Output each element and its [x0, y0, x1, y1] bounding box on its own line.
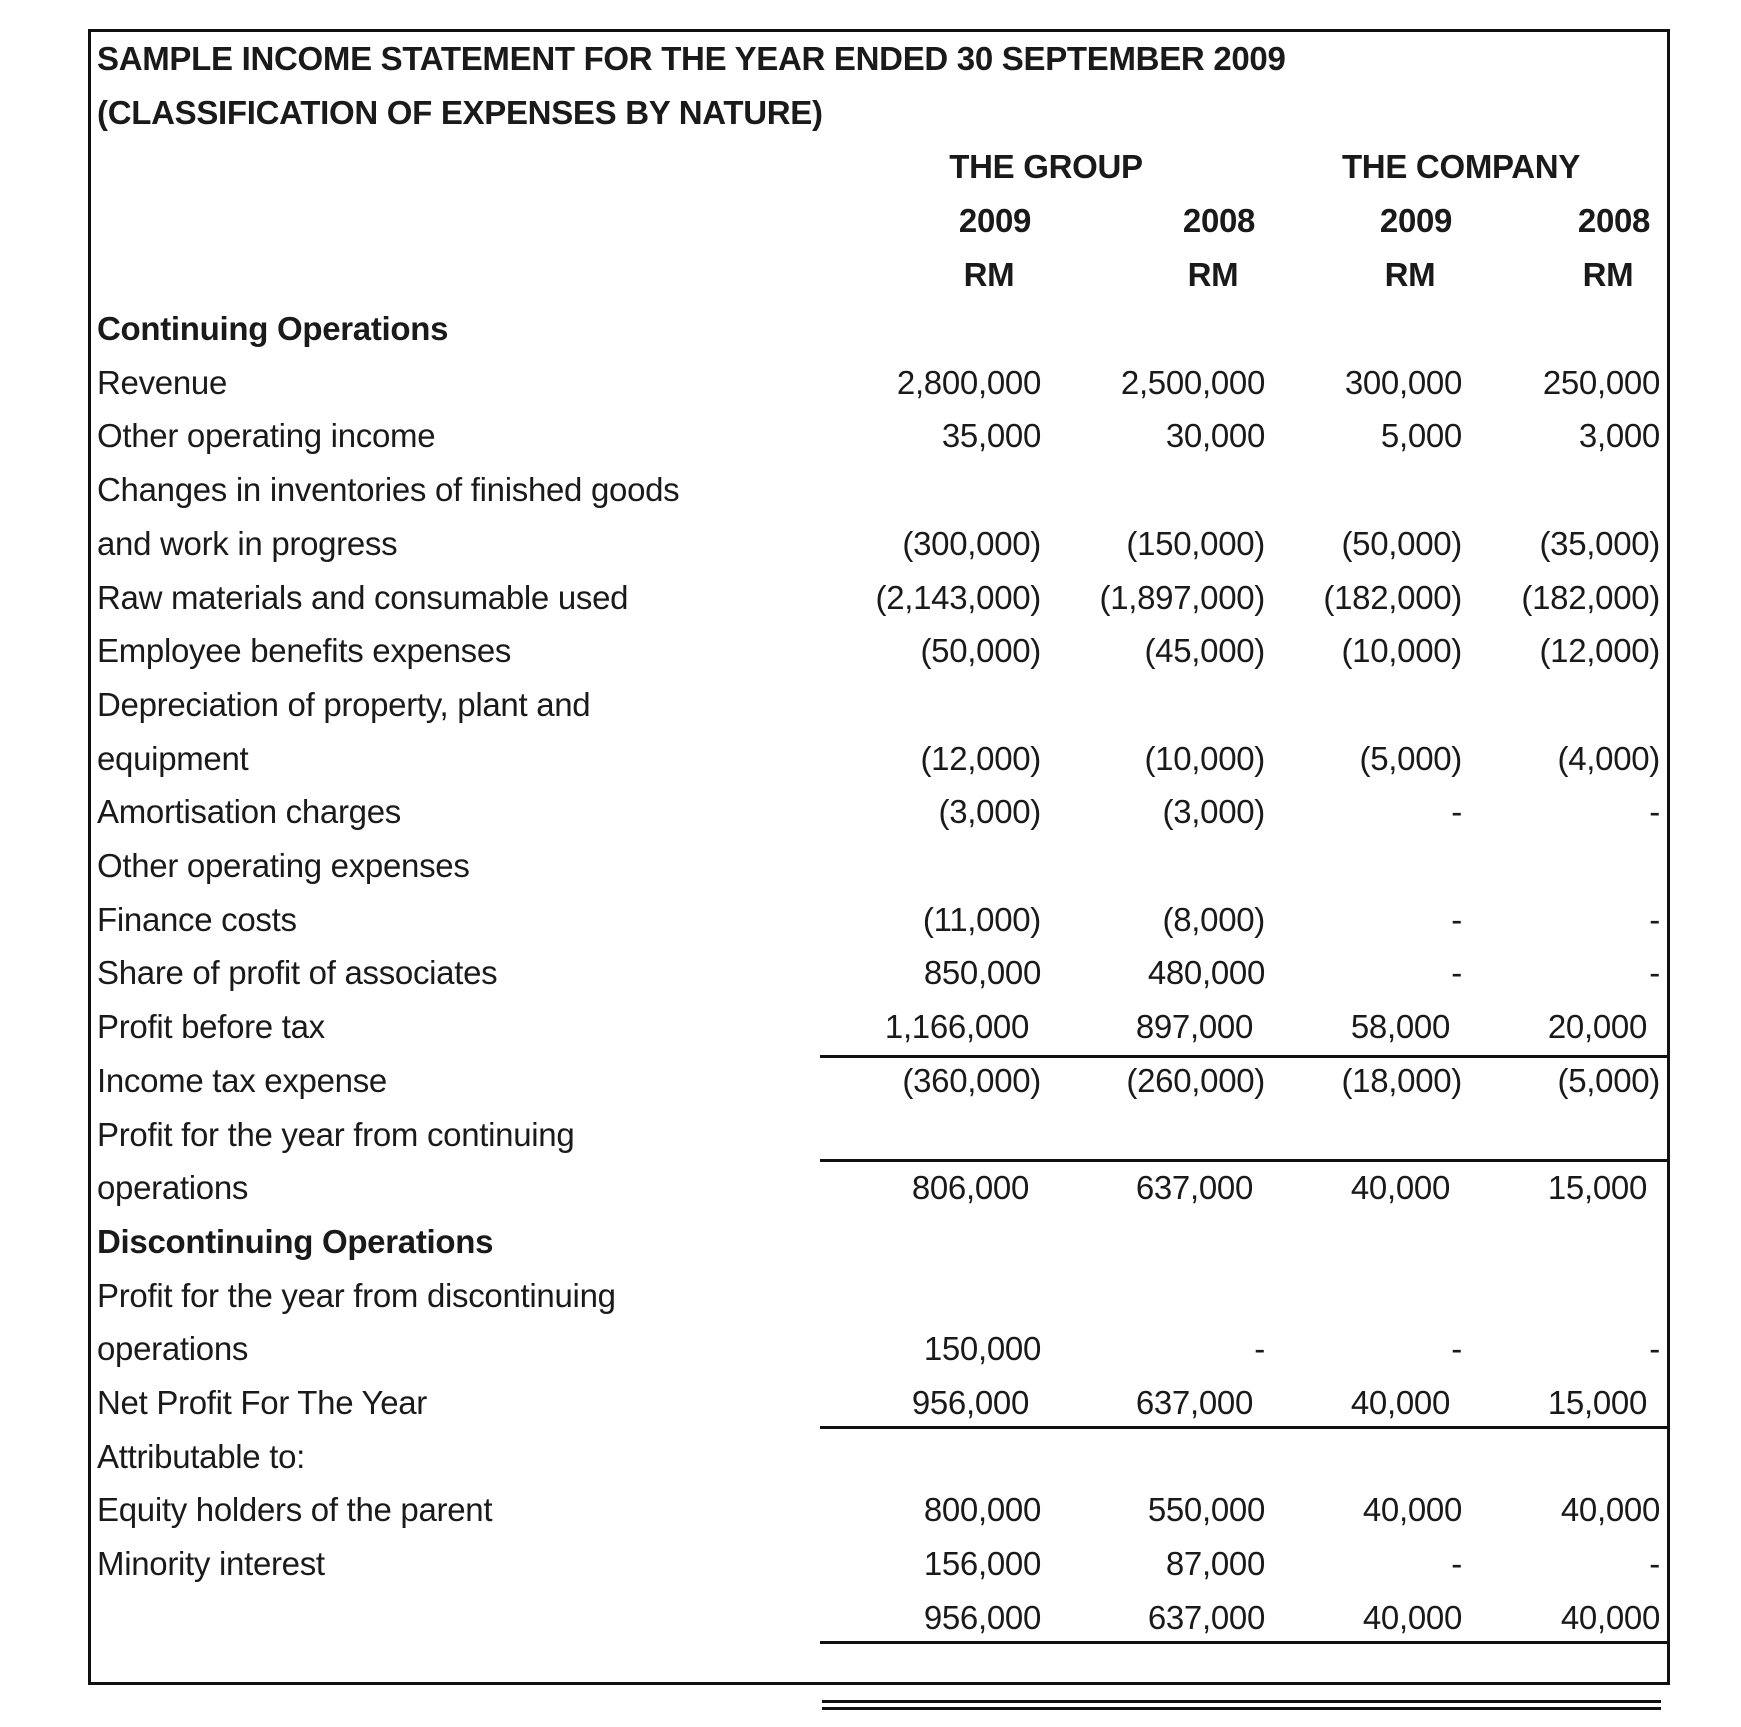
table-row: [91, 1215, 1667, 1269]
header-group-2009: 2009: [958, 202, 1032, 239]
value-company-2009: 40,000: [1350, 1169, 1450, 1207]
row-label: Other operating expenses: [97, 847, 470, 884]
value-company-2009: (50,000): [1341, 524, 1462, 562]
value-group-2008: (8,000): [1162, 900, 1265, 938]
row-label: equipment: [97, 739, 249, 777]
value-group-2008: 637,000: [1147, 1598, 1265, 1636]
value-group-2008: (1,897,000): [1099, 578, 1265, 616]
value-company-2009: -: [1451, 1330, 1462, 1368]
table-row: [91, 1537, 1667, 1591]
table-row: [91, 1269, 1667, 1323]
row-label: operations: [97, 1169, 249, 1207]
title-row-2: [91, 86, 1667, 140]
row-label: Share of profit of associates: [97, 954, 498, 992]
value-group-2009: 956,000: [923, 1598, 1041, 1636]
value-company-2008: 20,000: [1547, 1008, 1647, 1046]
table-row: [91, 571, 1667, 625]
value-group-2008: 637,000: [1135, 1384, 1253, 1421]
value-group-2009: 806,000: [911, 1169, 1029, 1207]
value-company-2008: (35,000): [1539, 524, 1660, 562]
value-group-2009: 850,000: [923, 954, 1041, 992]
value-group-2008: (3,000): [1162, 793, 1265, 831]
table-row: [91, 1430, 1667, 1484]
value-group-2008: (45,000): [1144, 632, 1265, 670]
value-company-2009: -: [1451, 793, 1462, 831]
value-group-2009: 1,166,000: [884, 1008, 1029, 1046]
subtotal-rule-3: [820, 1426, 1667, 1429]
value-company-2009: 40,000: [1350, 1384, 1450, 1421]
title-row-1: [91, 32, 1667, 86]
table-row: [91, 517, 1667, 571]
row-label: Revenue: [97, 363, 227, 401]
table-row: [91, 409, 1667, 463]
table-row: [91, 463, 1667, 517]
value-group-2008: -: [1254, 1330, 1265, 1368]
table-row: [91, 1591, 1667, 1645]
value-company-2008: (12,000): [1539, 632, 1660, 670]
value-company-2008: -: [1649, 1545, 1660, 1583]
table-row: [91, 785, 1667, 839]
row-label: Raw materials and consumable used: [97, 578, 629, 616]
table-row: [91, 1000, 1667, 1054]
row-label: Employee benefits expenses: [97, 632, 512, 670]
header-group-2008: 2008: [1182, 202, 1256, 239]
header-company-2009: 2009: [1379, 202, 1453, 239]
currency-group-2008: RM: [1187, 256, 1239, 293]
currency-header-row: [91, 248, 1667, 302]
subtotal-rule-2: [820, 1159, 1667, 1162]
value-company-2009: (18,000): [1341, 1061, 1462, 1099]
value-company-2008: 3,000: [1578, 417, 1660, 455]
currency-company-2008: RM: [1582, 256, 1634, 293]
row-label: Changes in inventories of finished goods: [97, 471, 680, 509]
value-group-2009: (12,000): [920, 739, 1041, 777]
value-group-2008: 30,000: [1165, 417, 1265, 455]
value-group-2008: 550,000: [1147, 1491, 1265, 1529]
value-company-2009: -: [1451, 900, 1462, 938]
value-company-2009: 58,000: [1350, 1008, 1450, 1046]
value-company-2008: 250,000: [1542, 363, 1660, 401]
value-company-2009: 300,000: [1344, 363, 1462, 401]
value-company-2009: (5,000): [1359, 739, 1462, 777]
value-company-2008: 40,000: [1560, 1491, 1660, 1529]
value-group-2009: (300,000): [902, 524, 1041, 562]
value-group-2008: (260,000): [1126, 1061, 1265, 1099]
value-group-2009: (360,000): [902, 1061, 1041, 1099]
subtotal-rule-1: [820, 1055, 1667, 1058]
table-row: [91, 839, 1667, 893]
table-row: [91, 1054, 1667, 1108]
value-company-2009: 40,000: [1362, 1598, 1462, 1636]
row-label: Profit for the year from continuing: [97, 1115, 575, 1153]
row-label: Amortisation charges: [97, 793, 401, 831]
row-label: Income tax expense: [97, 1061, 387, 1099]
statement-title: SAMPLE INCOME STATEMENT FOR THE YEAR ENDED 30 SEPTEMBER 2009: [97, 40, 1286, 77]
value-company-2009: (182,000): [1323, 578, 1462, 616]
value-group-2008: (150,000): [1126, 524, 1265, 562]
row-label: Net Profit For The Year: [97, 1384, 427, 1421]
row-label: Continuing Operations: [97, 310, 449, 347]
value-group-2008: 480,000: [1147, 954, 1265, 992]
currency-company-2009: RM: [1384, 256, 1436, 293]
value-company-2009: -: [1451, 954, 1462, 992]
row-label: Profit for the year from discontinuing: [97, 1276, 616, 1314]
row-label: Equity holders of the parent: [97, 1491, 493, 1529]
value-group-2009: (2,143,000): [875, 578, 1041, 616]
value-company-2008: 15,000: [1547, 1169, 1647, 1207]
row-label: Attributable to:: [97, 1437, 305, 1475]
value-company-2008: -: [1649, 793, 1660, 831]
value-group-2009: (50,000): [920, 632, 1041, 670]
value-group-2008: 637,000: [1135, 1169, 1253, 1207]
group-header-row: [91, 140, 1667, 194]
row-label: Other operating income: [97, 417, 436, 455]
income-statement-table: [88, 29, 1670, 1685]
value-company-2008: (4,000): [1557, 739, 1660, 777]
value-company-2008: -: [1649, 954, 1660, 992]
row-label: Discontinuing Operations: [97, 1222, 494, 1260]
table-row: [91, 678, 1667, 732]
table-row: [91, 1376, 1667, 1430]
value-company-2009: 5,000: [1380, 417, 1462, 455]
value-company-2008: 15,000: [1547, 1384, 1647, 1421]
row-label: and work in progress: [97, 524, 398, 562]
value-group-2008: 897,000: [1135, 1008, 1253, 1046]
table-row: [91, 946, 1667, 1000]
value-company-2008: -: [1649, 1330, 1660, 1368]
table-row: [91, 624, 1667, 678]
table-row: [91, 1161, 1667, 1215]
value-company-2009: (10,000): [1341, 632, 1462, 670]
value-group-2009: (11,000): [922, 900, 1041, 938]
value-group-2009: 150,000: [923, 1330, 1041, 1368]
table-row: [91, 1108, 1667, 1162]
value-group-2009: 956,000: [911, 1384, 1029, 1421]
table-row: [91, 732, 1667, 786]
value-group-2009: 156,000: [923, 1545, 1041, 1583]
value-group-2009: 2,800,000: [896, 363, 1041, 401]
value-group-2008: 2,500,000: [1120, 363, 1265, 401]
table-row: [91, 356, 1667, 410]
header-the-company: THE COMPANY: [1341, 148, 1581, 185]
row-label: operations: [97, 1330, 249, 1368]
subtotal-rule-4: [820, 1641, 1667, 1644]
value-group-2009: 35,000: [941, 417, 1041, 455]
table-row: [91, 302, 1667, 356]
table-row: [91, 1483, 1667, 1537]
value-group-2009: 800,000: [923, 1491, 1041, 1529]
table-row: [91, 1322, 1667, 1376]
year-header-row: [91, 194, 1667, 248]
row-label: Profit before tax: [97, 1008, 325, 1046]
table-row: [91, 893, 1667, 947]
value-group-2008: 87,000: [1165, 1545, 1265, 1583]
value-company-2008: (5,000): [1557, 1061, 1660, 1099]
header-the-group: THE GROUP: [949, 148, 1143, 185]
currency-group-2009: RM: [963, 256, 1015, 293]
value-company-2008: (182,000): [1521, 578, 1660, 616]
value-company-2009: -: [1451, 1545, 1462, 1583]
statement-subtitle: (CLASSIFICATION OF EXPENSES BY NATURE): [97, 94, 823, 131]
grand-total-double-rule: [822, 1700, 1661, 1710]
value-company-2008: 40,000: [1560, 1598, 1660, 1636]
value-group-2008: (10,000): [1144, 739, 1265, 777]
row-label: Finance costs: [97, 900, 297, 938]
value-group-2009: (3,000): [938, 793, 1041, 831]
value-company-2008: -: [1649, 900, 1660, 938]
value-company-2009: 40,000: [1362, 1491, 1462, 1529]
row-label: Minority interest: [97, 1545, 325, 1583]
header-company-2008: 2008: [1577, 202, 1651, 239]
row-label: Depreciation of property, plant and: [97, 685, 591, 723]
